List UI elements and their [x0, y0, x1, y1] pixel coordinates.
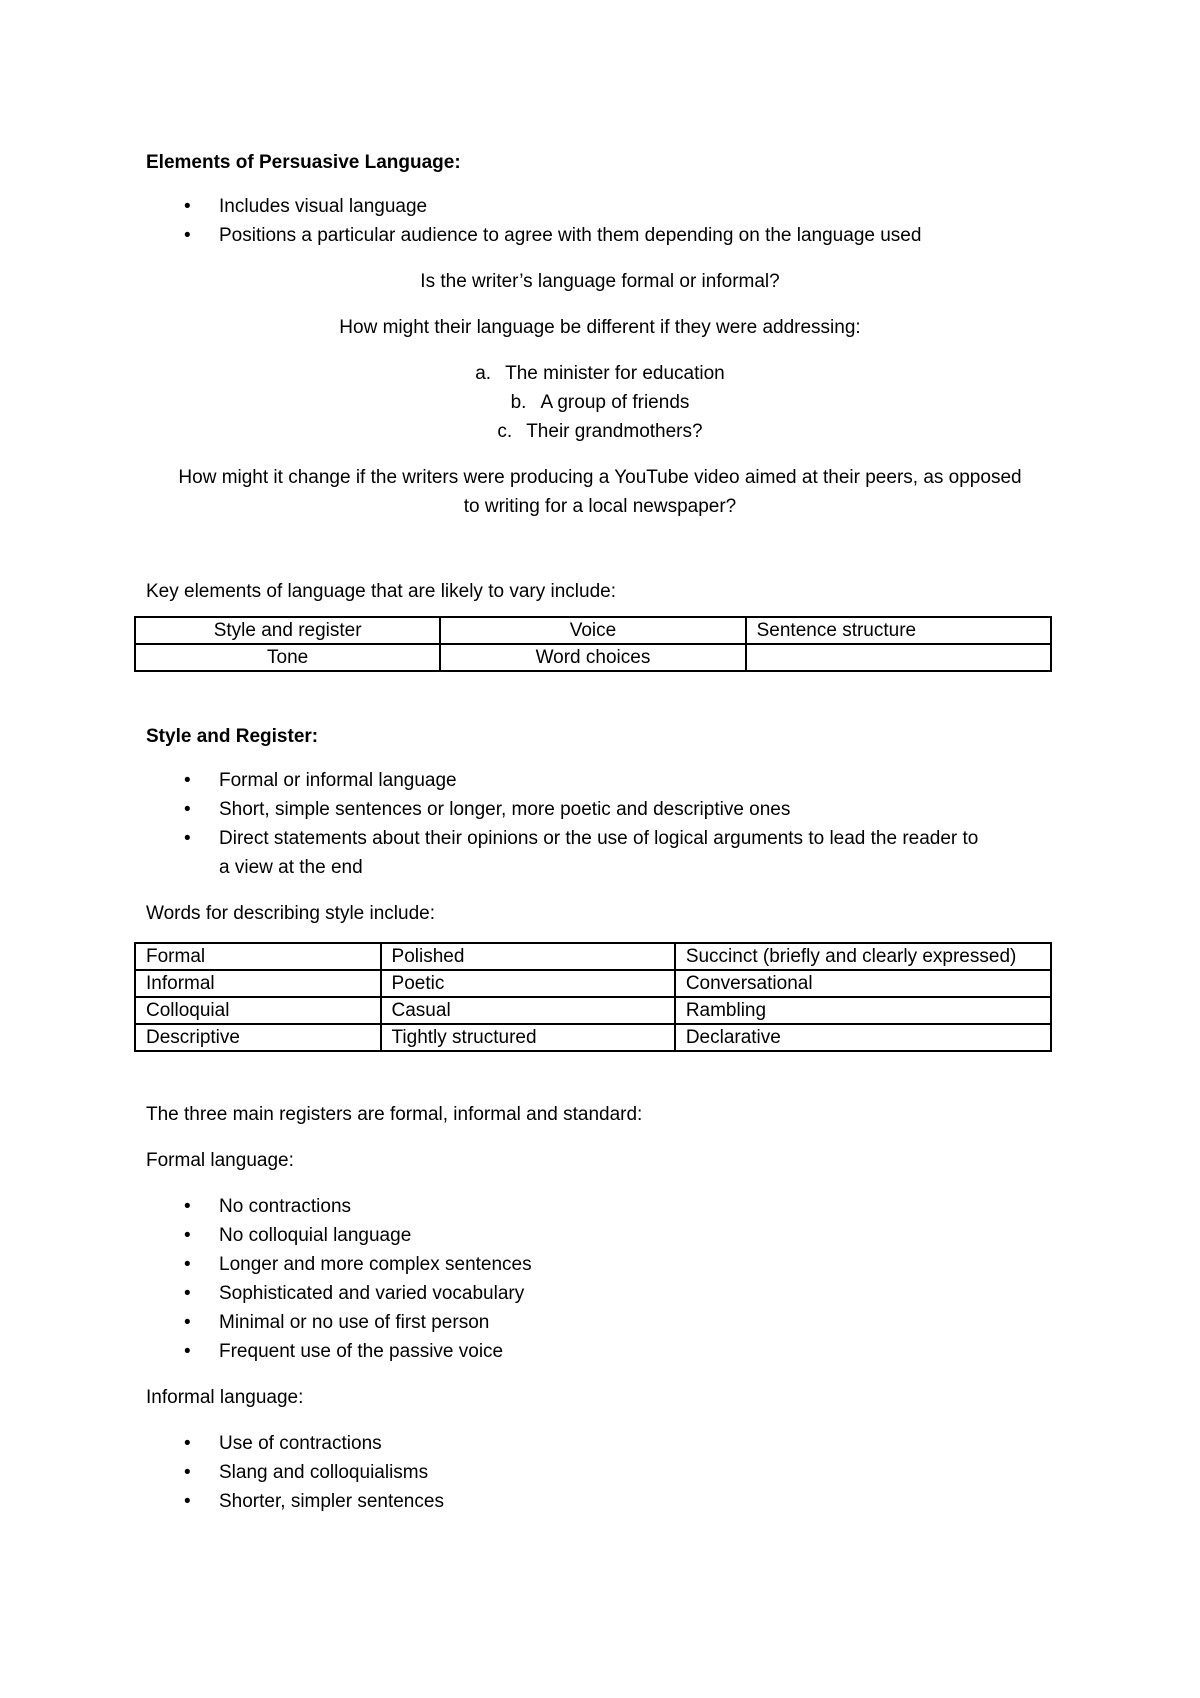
table-cell: Succinct (briefly and clearly expressed)	[675, 943, 1051, 970]
table-cell: Tone	[135, 644, 440, 671]
style-bullet-list	[146, 766, 1054, 882]
style-heading: Style and Register:	[146, 726, 319, 747]
table-cell: Poetic	[381, 970, 675, 997]
list-item-text: The minister for education	[505, 363, 725, 384]
question-addressing: How might their language be different if they were addressing:	[339, 317, 861, 338]
list-marker: b.	[510, 392, 527, 413]
table-row	[135, 997, 1051, 1024]
table-cell: Voice	[440, 617, 745, 644]
table-cell: Polished	[381, 943, 675, 970]
list-item-line: • Direct statements about their opinions or the use of logical arguments to lead the reader to	[219, 828, 979, 849]
table-cell: Style and register	[135, 617, 440, 644]
list-item-text: A group of friends	[540, 392, 690, 413]
list-item: • Minimal or no use of first person	[146, 1308, 1054, 1337]
question-youtube-line-1: How might it change if the writers were producing a YouTube video aimed at their peers, as opposed	[178, 467, 1022, 488]
table-row	[135, 943, 1051, 970]
informal-bullet-list	[146, 1429, 1054, 1516]
table-cell: Rambling	[675, 997, 1051, 1024]
list-item: • Formal or informal language	[146, 766, 1054, 795]
list-item	[146, 388, 1054, 417]
page-title: Elements of Persuasive Language:	[146, 152, 461, 173]
list-item: • No colloquial language	[146, 1221, 1054, 1250]
key-elements-table	[134, 616, 1052, 672]
intro-bullet-list	[146, 192, 1054, 250]
table-row	[135, 970, 1051, 997]
table-cell: Declarative	[675, 1024, 1051, 1051]
list-item: • Short, simple sentences or longer, more poetic and descriptive ones	[146, 795, 1054, 824]
addressee-list	[146, 359, 1054, 446]
document-content	[146, 148, 1054, 1533]
table-cell	[746, 644, 1051, 671]
list-item-text: Their grandmothers?	[526, 421, 703, 442]
formal-heading: Formal language:	[146, 1150, 294, 1171]
informal-heading: Informal language:	[146, 1387, 304, 1408]
list-marker: a.	[475, 363, 492, 384]
list-item	[146, 417, 1054, 446]
table-cell: Word choices	[440, 644, 745, 671]
table-cell: Tightly structured	[381, 1024, 675, 1051]
list-item: • Frequent use of the passive voice	[146, 1337, 1054, 1366]
list-item: • Includes visual language	[146, 192, 1054, 221]
style-words-intro: Words for describing style include:	[146, 903, 435, 924]
question-youtube	[146, 463, 1054, 521]
list-item: • Longer and more complex sentences	[146, 1250, 1054, 1279]
table-cell: Colloquial	[135, 997, 381, 1024]
list-item	[146, 359, 1054, 388]
table-row	[135, 617, 1051, 644]
list-marker: c.	[497, 421, 513, 442]
table-cell: Descriptive	[135, 1024, 381, 1051]
question-youtube-line-2: to writing for a local newspaper?	[463, 496, 737, 517]
table-cell: Sentence structure	[746, 617, 1051, 644]
list-item: • Sophisticated and varied vocabulary	[146, 1279, 1054, 1308]
registers-intro: The three main registers are formal, informal and standard:	[146, 1104, 643, 1125]
question-formality: Is the writer’s language formal or informal?	[420, 271, 780, 292]
list-item: • Use of contractions	[146, 1429, 1054, 1458]
table-cell: Informal	[135, 970, 381, 997]
list-item-line: a view at the end	[219, 857, 363, 878]
table-cell: Casual	[381, 997, 675, 1024]
list-item: • No contractions	[146, 1192, 1054, 1221]
list-item	[146, 824, 1054, 882]
table-row	[135, 644, 1051, 671]
key-elements-intro: Key elements of language that are likely to vary include:	[146, 581, 616, 602]
list-item: • Slang and colloquialisms	[146, 1458, 1054, 1487]
list-item: • Shorter, simpler sentences	[146, 1487, 1054, 1516]
table-row	[135, 1024, 1051, 1051]
formal-bullet-list	[146, 1192, 1054, 1366]
table-cell: Formal	[135, 943, 381, 970]
style-words-table	[134, 942, 1052, 1052]
list-item: • Positions a particular audience to agree with them depending on the language used	[146, 221, 1054, 250]
table-cell: Conversational	[675, 970, 1051, 997]
